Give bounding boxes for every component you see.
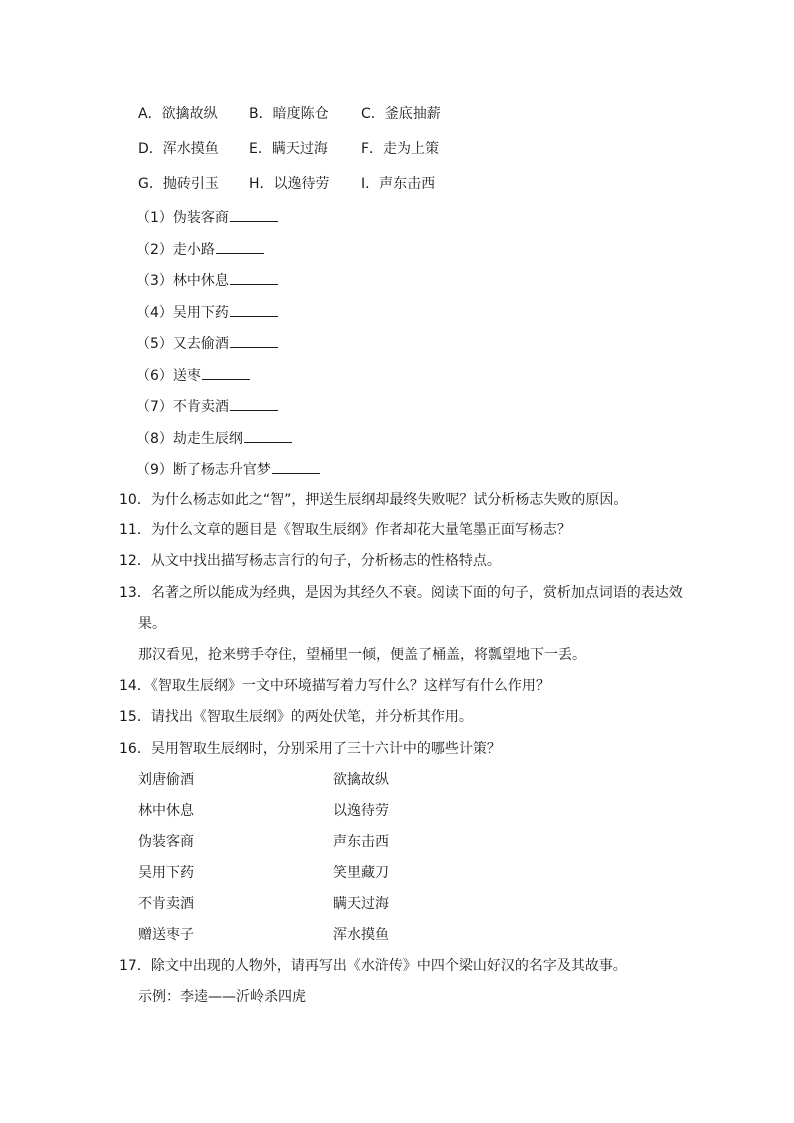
option-d: D．浑水摸鱼 (138, 141, 219, 157)
answer-blank[interactable] (230, 270, 278, 285)
question-17-example: 示例：李逵——沂岭杀四虎 (138, 989, 306, 1005)
subitem-label: （5）又去偷酒 (136, 336, 229, 352)
match-right-2: 以逸待劳 (333, 803, 389, 819)
match-right-5: 瞒天过海 (333, 896, 389, 912)
question-13-quote: 那汉看见，抢来劈手夺住，望桶里一倾，便盖了桶盖，将瓢望地下一丢。 (138, 647, 586, 663)
subitem-label: （7）不肯卖酒 (136, 399, 229, 415)
subitem-1 (136, 207, 278, 228)
answer-blank[interactable] (230, 302, 278, 317)
subitem-4 (136, 302, 278, 323)
answer-blank[interactable] (202, 365, 250, 380)
option-h: H．以逸待劳 (249, 176, 330, 192)
subitem-label: （1）伪装客商 (136, 210, 229, 226)
question-10: 10．为什么杨志如此之“智”，押送生辰纲却最终失败呢？试分析杨志失败的原因。 (119, 492, 628, 508)
question-14: 14．《智取生辰纲》一文中环境描写着力写什么？这样写有什么作用？ (119, 678, 550, 694)
answer-blank[interactable] (244, 428, 292, 443)
subitem-label: （4）吴用下药 (136, 305, 229, 321)
answer-blank[interactable] (230, 396, 278, 411)
option-c: C．釜底抽薪 (361, 106, 441, 122)
option-f: F．走为上策 (361, 141, 440, 157)
subitem-8 (136, 428, 292, 449)
subitem-5 (136, 333, 278, 354)
option-e: E．瞒天过海 (249, 141, 328, 157)
match-left-5: 不肯卖酒 (138, 896, 194, 912)
subitem-label: （8）劫走生辰纲 (136, 431, 243, 447)
match-left-4: 吴用下药 (138, 865, 194, 881)
subitem-3 (136, 270, 278, 291)
question-15: 15．请找出《智取生辰纲》的两处伏笔，并分析其作用。 (119, 709, 473, 725)
match-left-1: 刘唐偷酒 (138, 772, 194, 788)
subitem-label: （9）断了杨志升官梦 (136, 462, 271, 478)
subitem-label: （2）走小路 (136, 242, 215, 258)
option-b: B．暗度陈仓 (249, 106, 329, 122)
subitem-2 (136, 239, 264, 260)
question-11: 11．为什么文章的题目是《智取生辰纲》作者却花大量笔墨正面写杨志？ (119, 522, 571, 538)
question-13: 13．名著之所以能成为经典，是因为其经久不衰。阅读下面的句子，赏析加点词语的表达效 (119, 585, 683, 601)
question-12: 12．从文中找出描写杨志言行的句子，分析杨志的性格特点。 (119, 553, 501, 569)
question-13-continuation: 果。 (138, 616, 166, 632)
question-16: 16．吴用智取生辰纲时，分别采用了三十六计中的哪些计策？ (119, 741, 501, 757)
question-17: 17．除文中出现的人物外，请再写出《水浒传》中四个梁山好汉的名字及其故事。 (119, 958, 627, 974)
subitem-9 (136, 459, 320, 480)
answer-blank[interactable] (272, 459, 320, 474)
subitem-6 (136, 365, 250, 386)
match-left-3: 伪装客商 (138, 834, 194, 850)
match-right-1: 欲擒故纵 (333, 772, 389, 788)
match-right-6: 浑水摸鱼 (333, 927, 389, 943)
option-g: G．抛砖引玉 (138, 176, 219, 192)
answer-blank[interactable] (216, 239, 264, 254)
match-left-2: 林中休息 (138, 803, 194, 819)
match-right-4: 笑里藏刀 (333, 865, 389, 881)
answer-blank[interactable] (230, 333, 278, 348)
subitem-label: （3）林中休息 (136, 273, 229, 289)
match-right-3: 声东击西 (333, 834, 389, 850)
answer-blank[interactable] (230, 207, 278, 222)
option-a: A．欲擒故纵 (138, 106, 218, 122)
subitem-7 (136, 396, 278, 417)
subitem-label: （6）送枣 (136, 368, 201, 384)
option-i: I．声东击西 (361, 176, 436, 192)
match-left-6: 赠送枣子 (138, 927, 194, 943)
